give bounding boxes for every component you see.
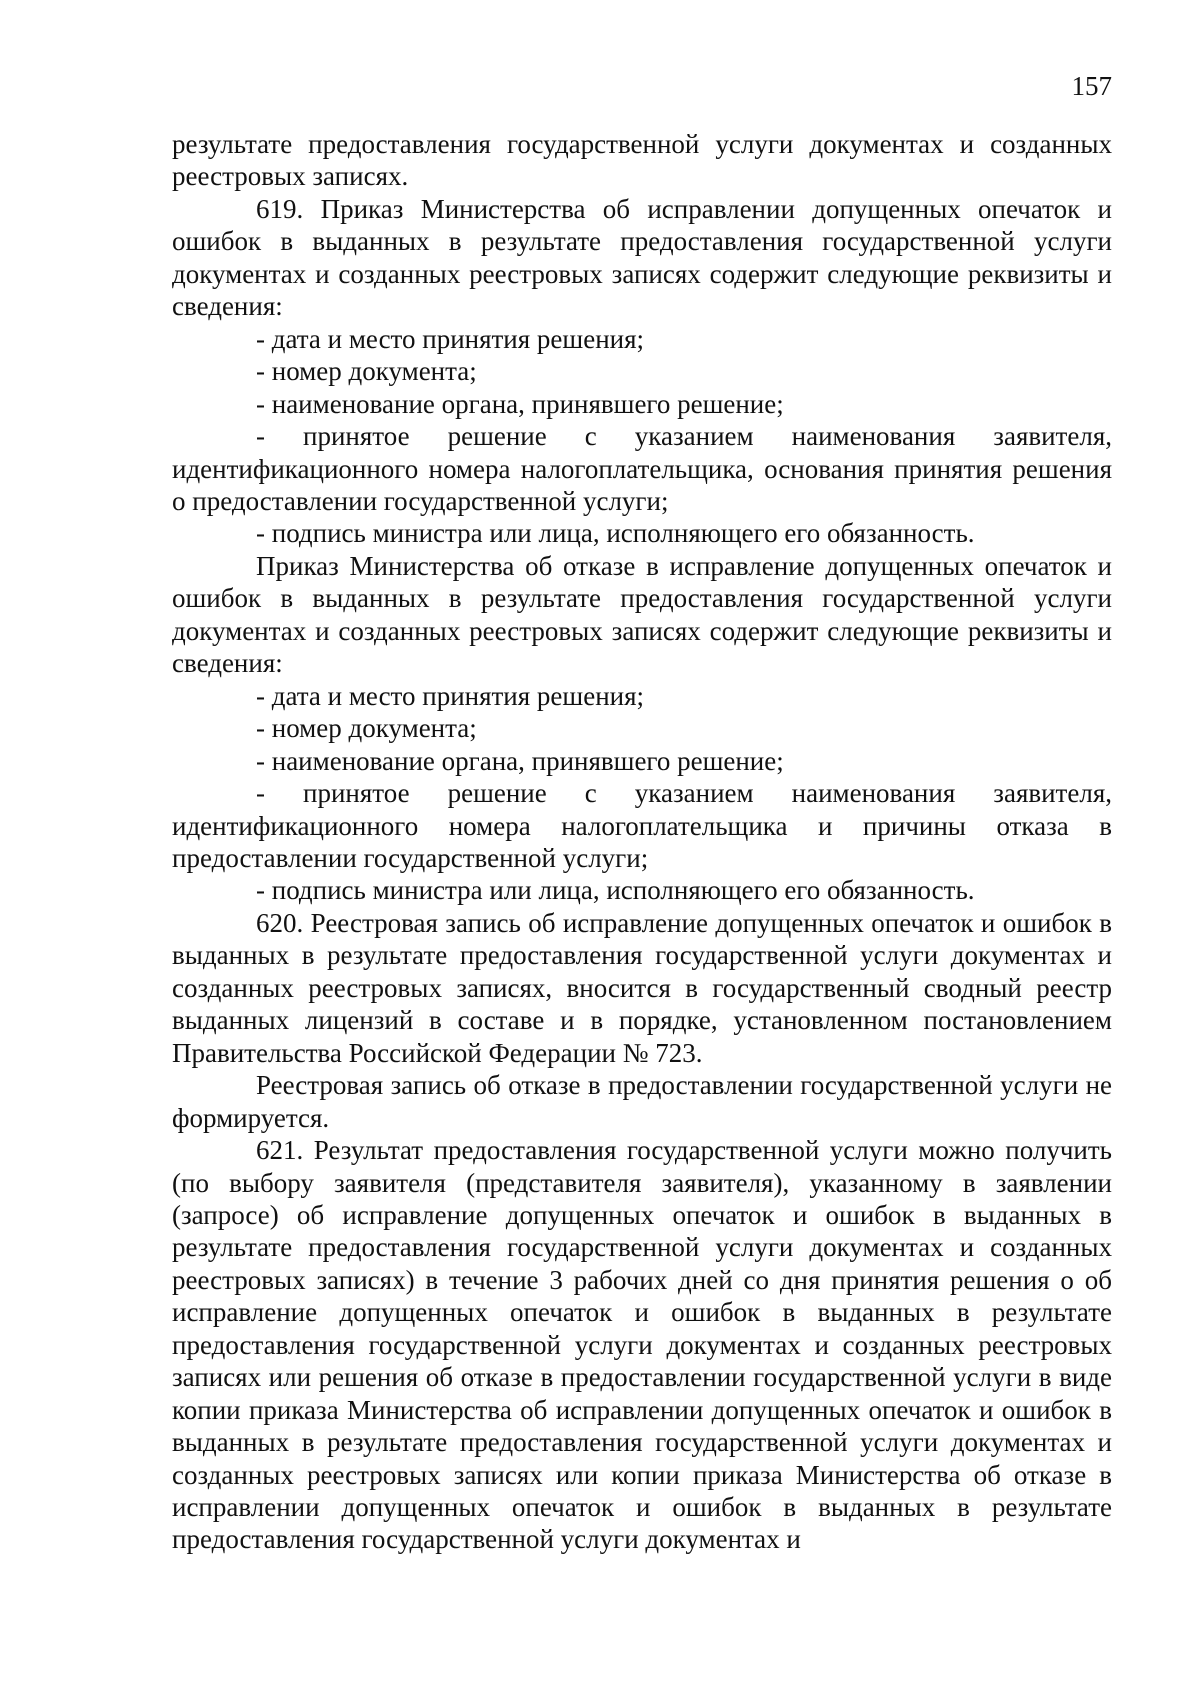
list-item: - номер документа; bbox=[256, 713, 477, 744]
list-item: - наименование органа, принявшего решение; bbox=[256, 388, 784, 419]
list-item: - принятое решение с указанием наименования заявителя, идентификационного номера налогоплательщика, основания принятия решения о предоставлении государственной услуги; bbox=[172, 421, 1112, 516]
list-item: - дата и место принятия решения; bbox=[256, 680, 645, 711]
list-item: - дата и место принятия решения; bbox=[256, 323, 645, 354]
paragraph-620: 620. Реестровая запись об исправление допущенных опечаток и ошибок в выданных в результате предоставления государственной услуги документах и созданных реестровых записях, вносится в государственный сводный реестр выданных лицензий в составе и в порядке, установленном постановлением Правительства Российской Федерации № 723. bbox=[172, 907, 1112, 1068]
document-body bbox=[172, 128, 1112, 1556]
paragraph-619: 619. Приказ Министерства об исправлении допущенных опечаток и ошибок в выданных в результате предоставления государственной услуги документах и созданных реестровых записях содержит следующие реквизиты и сведения: bbox=[172, 193, 1112, 322]
list-item: - подпись министра или лица, исполняющего его обязанность. bbox=[256, 875, 975, 906]
list-item: - подпись министра или лица, исполняющего его обязанность. bbox=[256, 518, 975, 549]
list-item: - наименование органа, принявшего решение; bbox=[256, 745, 784, 776]
paragraph-621: 621. Результат предоставления государственной услуги можно получить (по выбору заявителя (представителя заявителя), указанному в заявлении (запросе) об исправление допущенных опечаток и ошибок в выданных в результате предоставления государственной услуги документах и созданных реестровых записях) в течение 3 рабочих дней со дня принятия решения о об исправление допущенных опечаток и ошибок в выданных в результате предоставления государственной услуги документах и созданных реестровых записях или решения об отказе в предоставлении государственной услуги в виде копии приказа Министерства об исправлении допущенных опечаток и ошибок в выданных в результате предоставления государственной услуги документах и созданных реестровых записях или копии приказа Министерства об отказе в исправлении допущенных опечаток и ошибок в выданных в результате предоставления государственной услуги документах и bbox=[172, 1135, 1112, 1555]
page-number: 157 bbox=[1071, 71, 1112, 101]
paragraph-registry-refusal: Реестровая запись об отказе в предоставлении государственной услуги не формируется. bbox=[172, 1070, 1112, 1133]
paragraph-continuation: результате предоставления государственной услуги документах и созданных реестровых записях. bbox=[172, 129, 1112, 192]
list-item: - номер документа; bbox=[256, 356, 477, 387]
list-item: - принятое решение с указанием наименования заявителя, идентификационного номера налогоплательщика и причины отказа в предоставлении государственной услуги; bbox=[172, 778, 1112, 873]
paragraph-refusal-order: Приказ Министерства об отказе в исправление допущенных опечаток и ошибок в выданных в результате предоставления государственной услуги документах и созданных реестровых записях содержит следующие реквизиты и сведения: bbox=[172, 550, 1112, 679]
